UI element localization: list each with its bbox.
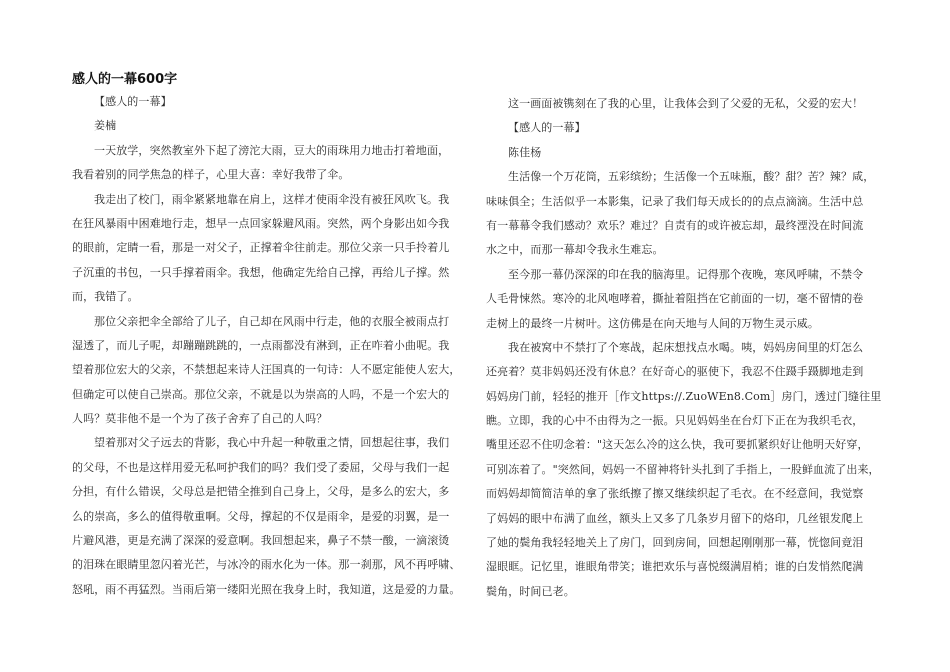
- text-line: 味味俱全；生活似乎一本影集，记录了我们每天成长的的点点滴滴。生活中总: [486, 194, 864, 208]
- text-line: 的父母，不也是这样用爱无私呵护我们的吗？我们受了委屈，父母与我们一起: [72, 460, 450, 474]
- text-line: 生活像一个万花筒，五彩缤纷；生活像一个五味瓶，酸？甜？苦？辣？咸，: [508, 170, 875, 184]
- text-line: 走树上的最终一片树叶。这仿佛是在向天地与人间的万物生灵示威。: [486, 316, 819, 330]
- left-column: [72, 90, 460, 602]
- text-line: 分担，有什么错误，父母总是把错全推到自己身上，父母，是多么的宏大，多: [72, 485, 450, 499]
- page-title: 感人的一幕600字: [72, 72, 178, 87]
- text-line: 但确定可以使自己崇高。那位父亲，不就是以为崇高的人吗，不是一个宏大的: [72, 387, 450, 401]
- text-line: 嘴里还忍不住叨念着："这天怎么冷的这么快，我可要抓紧织好让他明天好穿，: [486, 438, 869, 452]
- text-line: 这一画面被镌刻在了我的心里，让我体会到了父爱的无私，父爱的宏大！: [508, 97, 864, 110]
- text-line: 怒吼，雨不再猛烈。当雨后第一缕阳光照在我身上时，我知道，这是爱的力量。: [72, 582, 460, 596]
- text-line: 有一幕幕令我们感动？欢乐？难过？自责有的或许被忘却，最终湮没在时间流: [486, 218, 864, 232]
- text-line: 在狂风暴雨中困难地行走，想早一点回家躲避风雨。突然，两个身影出如今我: [72, 216, 450, 230]
- text-line: 而，我错了。: [72, 290, 139, 304]
- text-line: 我在被窝中不禁打了个寒战，起床想找点水喝。咦，妈妈房间里的灯怎么: [508, 340, 864, 354]
- text-line: 可别冻着了。"突然间，妈妈一不留神将针头扎到了手指上，一股鲜血流了出来，: [486, 462, 880, 476]
- text-line: 瞧。立即，我的心中不由得为之一振。只见妈妈坐在台灯下正在为我织毛衣，: [486, 414, 864, 428]
- text-line: 人吗？莫非他不是一个为了孩子舍弃了自己的人吗？: [72, 412, 328, 426]
- text-line: 水之中，而那一幕却令我永生难忘。: [486, 243, 664, 257]
- text-line: 的泪珠在眼睛里忽闪着光芒，与冰冷的雨水化为一体。那一刹那，风不再呼啸、: [72, 558, 460, 572]
- text-line: 湿眼眶。记忆里，谁眼角带笑；谁把欢乐与喜悦缀满眉梢；谁的白发悄然爬满: [486, 560, 864, 574]
- text-line: 我看着别的同学焦急的样子，心里大喜：幸好我带了伞。: [72, 168, 350, 182]
- text-line: 我走出了校门，雨伞紧紧地靠在肩上，这样才使雨伞没有被狂风吹飞。我: [94, 192, 450, 206]
- text-line: 子沉重的书包，一只手撑着雨伞。我想，他确定先给自己撑，再给儿子撑。然: [72, 265, 450, 279]
- text-line: 人毛骨悚然。寒冷的北风咆哮着，撕扯着阻挡在它前面的一切，毫不留情的卷: [486, 292, 864, 306]
- text-line: 陈佳杨: [508, 145, 542, 159]
- text-line: 而妈妈却简简洁单的拿了张纸擦了擦又继续织起了毛衣。在不经意间，我觉察: [486, 487, 864, 501]
- text-line: 还亮着？莫非妈妈还没有休息？在好奇心的驱使下，我忍不住蹑手蹑脚地走到: [486, 365, 864, 379]
- text-line: 鬓角，时间已老。: [486, 584, 575, 598]
- text-line: 片避风港，更是充满了深深的爱意啊。我回想起来，鼻子不禁一酸，一滴滚烫: [72, 534, 450, 548]
- text-line: 望着那对父子远去的背影，我心中升起一种敬重之情，回想起往事，我们: [94, 436, 450, 450]
- text-line: 望着那位宏大的父亲，不禁想起来诗人汪国真的一句诗：人不愿定能使人宏大，: [72, 363, 460, 377]
- text-line: 湿透了，而儿子呢，却蹦蹦跳跳的，一点雨都没有淋到，正在咋着小曲呢。我: [72, 338, 450, 352]
- text-line: 妈妈房门前，轻轻的推开［作文https://.ZuoWEn8.Com］房门，透过门缝往里: [486, 389, 882, 403]
- text-line: 【感人的一幕】: [508, 121, 586, 135]
- text-line: 【感人的一幕】: [94, 95, 172, 108]
- text-line: 那位父亲把伞全部给了儿子，自己却在风雨中行走，他的衣服全被雨点打: [94, 314, 450, 328]
- text-line: 么的崇高，多么的值得敬重啊。父母，撑起的不仅是雨伞，是爱的羽翼，是一: [72, 509, 450, 523]
- right-column: [486, 92, 886, 604]
- text-line: 的眼前，定睛一看，那是一对父子，正撑着伞往前走。那位父亲一只手拎着儿: [72, 241, 450, 255]
- text-line: 姜楠: [94, 119, 117, 133]
- text-line: 一天放学，突然教室外下起了滂沱大雨，豆大的雨珠用力地击打着地面，: [94, 143, 450, 157]
- text-line: 了她的鬓角我轻轻地关上了房门，回到房间，回想起刚刚那一幕，恍惚间竟泪: [486, 536, 864, 550]
- text-line: 至今那一幕仍深深的印在我的脑海里。记得那个夜晚，寒风呼啸，不禁令: [508, 267, 864, 281]
- text-line: 了妈妈的眼中布满了血丝，额头上又多了几条岁月留下的烙印，几丝银发爬上: [486, 511, 864, 525]
